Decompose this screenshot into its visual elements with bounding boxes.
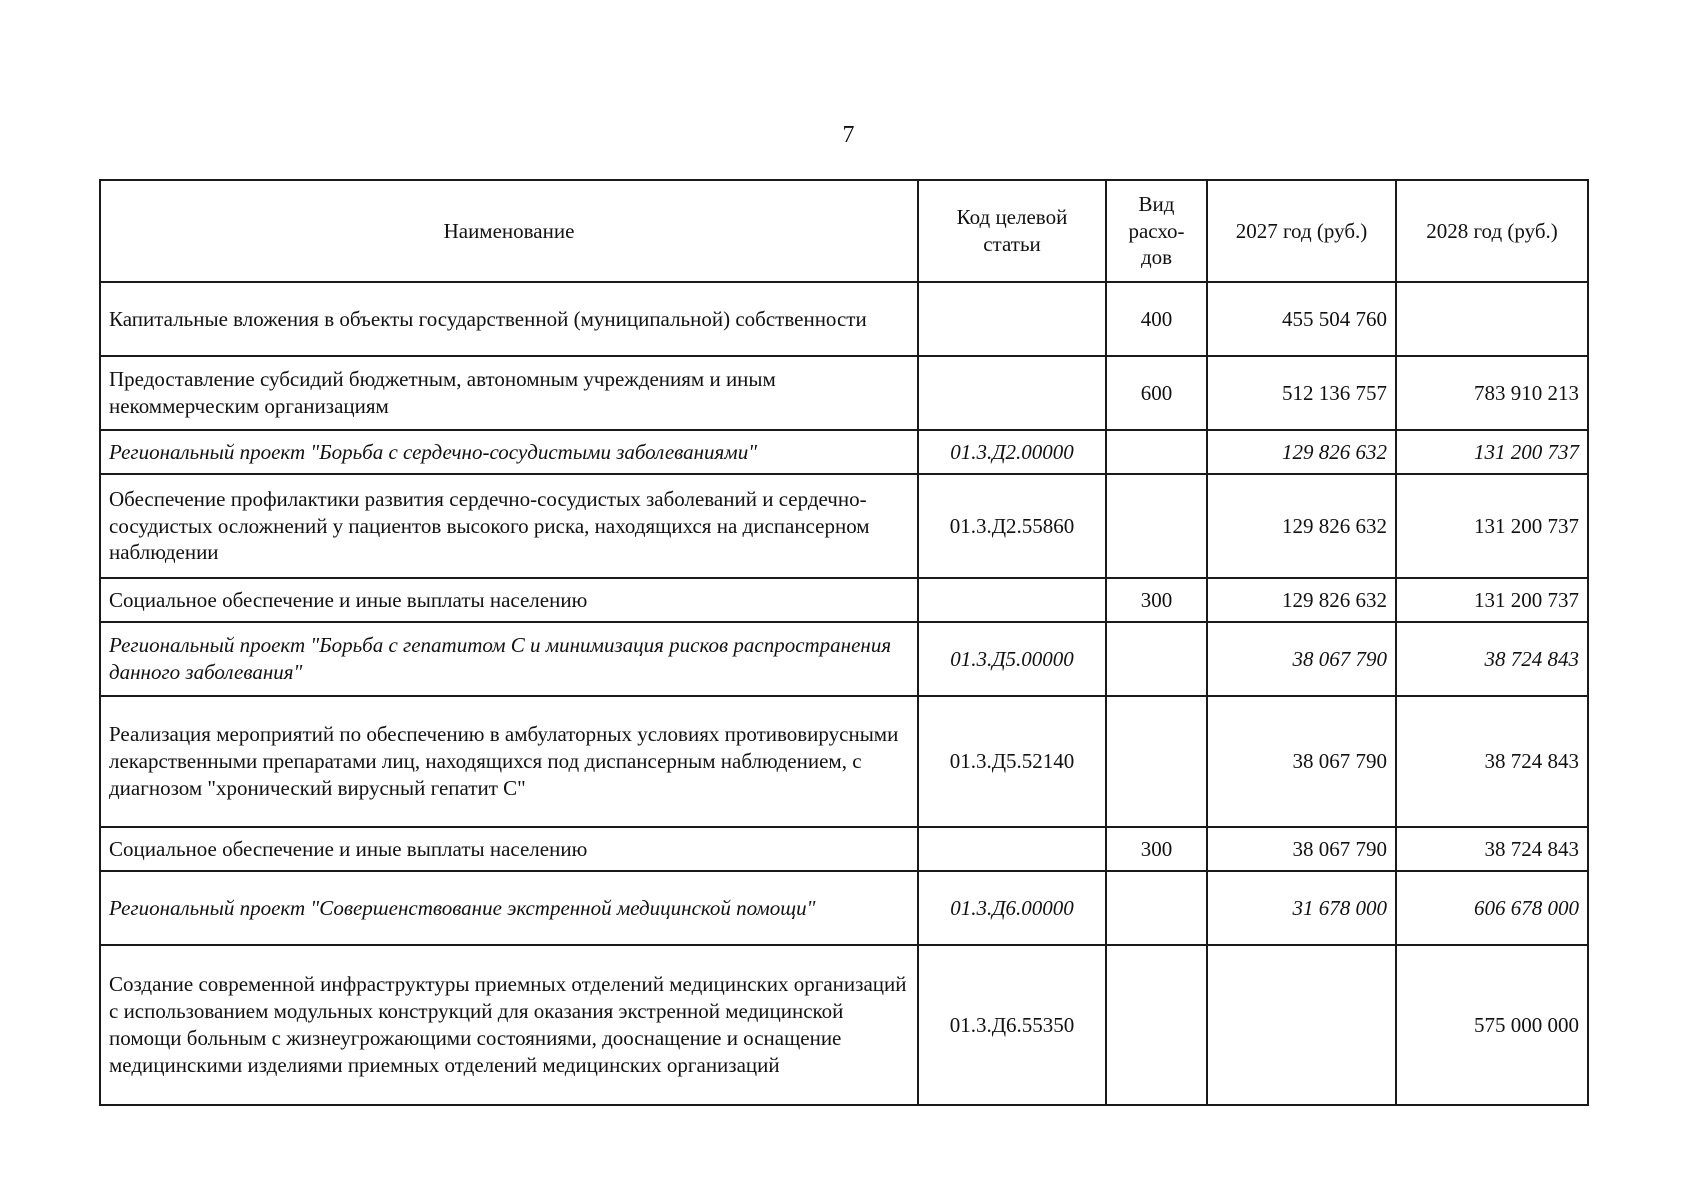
cell-kind (1106, 871, 1207, 945)
table-row (100, 430, 1588, 474)
cell-2028: 38 724 843 (1396, 827, 1588, 871)
cell-2027: 512 136 757 (1207, 356, 1396, 430)
header-2027: 2027 год (руб.) (1207, 180, 1396, 282)
table-row (100, 282, 1588, 356)
table-row (100, 622, 1588, 696)
table-body (100, 282, 1588, 1105)
table-row (100, 578, 1588, 622)
cell-2027: 38 067 790 (1207, 622, 1396, 696)
cell-code: 01.3.Д5.00000 (918, 622, 1106, 696)
cell-2028: 783 910 213 (1396, 356, 1588, 430)
table-row (100, 356, 1588, 430)
header-name: Наименование (100, 180, 918, 282)
table-row (100, 871, 1588, 945)
cell-2027: 38 067 790 (1207, 827, 1396, 871)
cell-kind: 600 (1106, 356, 1207, 430)
cell-2027: 129 826 632 (1207, 430, 1396, 474)
cell-2027: 38 067 790 (1207, 696, 1396, 827)
cell-kind (1106, 696, 1207, 827)
cell-name: Реализация мероприятий по обеспечению в амбулаторных условиях противовирусными лекарственными препаратами лиц, находящихся под диспансерным наблюдением, с диагнозом "хронический вирусный гепатит С" (100, 696, 918, 827)
cell-name: Региональный проект "Совершенствование экстренной медицинской помощи" (100, 871, 918, 945)
cell-2027: 129 826 632 (1207, 474, 1396, 578)
cell-kind: 400 (1106, 282, 1207, 356)
cell-kind: 300 (1106, 827, 1207, 871)
cell-2027: 129 826 632 (1207, 578, 1396, 622)
header-kind: Вид расхо-дов (1106, 180, 1207, 282)
cell-code (918, 827, 1106, 871)
header-code: Код целевой статьи (918, 180, 1106, 282)
cell-name: Обеспечение профилактики развития сердечно-сосудистых заболеваний и сердечно-сосудистых осложнений у пациентов высокого риска, находящихся на диспансерном наблюдении (100, 474, 918, 578)
cell-2028: 575 000 000 (1396, 945, 1588, 1105)
cell-2027: 31 678 000 (1207, 871, 1396, 945)
budget-table (99, 179, 1589, 1106)
cell-2028: 38 724 843 (1396, 622, 1588, 696)
cell-code: 01.3.Д2.00000 (918, 430, 1106, 474)
table-row (100, 474, 1588, 578)
cell-2028: 606 678 000 (1396, 871, 1588, 945)
cell-2028 (1396, 282, 1588, 356)
cell-name: Создание современной инфраструктуры приемных отделений медицинских организаций с использованием модульных конструкций для оказания экстренной медицинской помощи больным с жизнеугрожающими состояниями, дооснащение и оснащение медицинскими изделиями приемных отделений медицинских организаций (100, 945, 918, 1105)
cell-kind (1106, 945, 1207, 1105)
cell-code (918, 282, 1106, 356)
cell-name: Региональный проект "Борьба с гепатитом С и минимизация рисков распространения данного заболевания" (100, 622, 918, 696)
cell-name: Социальное обеспечение и иные выплаты населению (100, 578, 918, 622)
cell-name: Капитальные вложения в объекты государственной (муниципальной) собственности (100, 282, 918, 356)
cell-2027 (1207, 945, 1396, 1105)
cell-kind (1106, 622, 1207, 696)
cell-name: Предоставление субсидий бюджетным, автономным учреждениям и иным некоммерческим организациям (100, 356, 918, 430)
cell-code: 01.3.Д6.55350 (918, 945, 1106, 1105)
cell-kind: 300 (1106, 578, 1207, 622)
cell-name: Социальное обеспечение и иные выплаты населению (100, 827, 918, 871)
cell-2028: 131 200 737 (1396, 578, 1588, 622)
cell-2027: 455 504 760 (1207, 282, 1396, 356)
cell-2028: 38 724 843 (1396, 696, 1588, 827)
cell-name: Региональный проект "Борьба с сердечно-сосудистыми заболеваниями" (100, 430, 918, 474)
cell-2028: 131 200 737 (1396, 430, 1588, 474)
cell-kind (1106, 474, 1207, 578)
table-row (100, 696, 1588, 827)
cell-code (918, 578, 1106, 622)
cell-kind (1106, 430, 1207, 474)
cell-2028: 131 200 737 (1396, 474, 1588, 578)
table-row (100, 827, 1588, 871)
cell-code (918, 356, 1106, 430)
table-row (100, 945, 1588, 1105)
table-header-row (100, 180, 1588, 282)
header-2028: 2028 год (руб.) (1396, 180, 1588, 282)
page-number: 7 (842, 122, 855, 148)
cell-code: 01.3.Д6.00000 (918, 871, 1106, 945)
cell-code: 01.3.Д2.55860 (918, 474, 1106, 578)
cell-code: 01.3.Д5.52140 (918, 696, 1106, 827)
